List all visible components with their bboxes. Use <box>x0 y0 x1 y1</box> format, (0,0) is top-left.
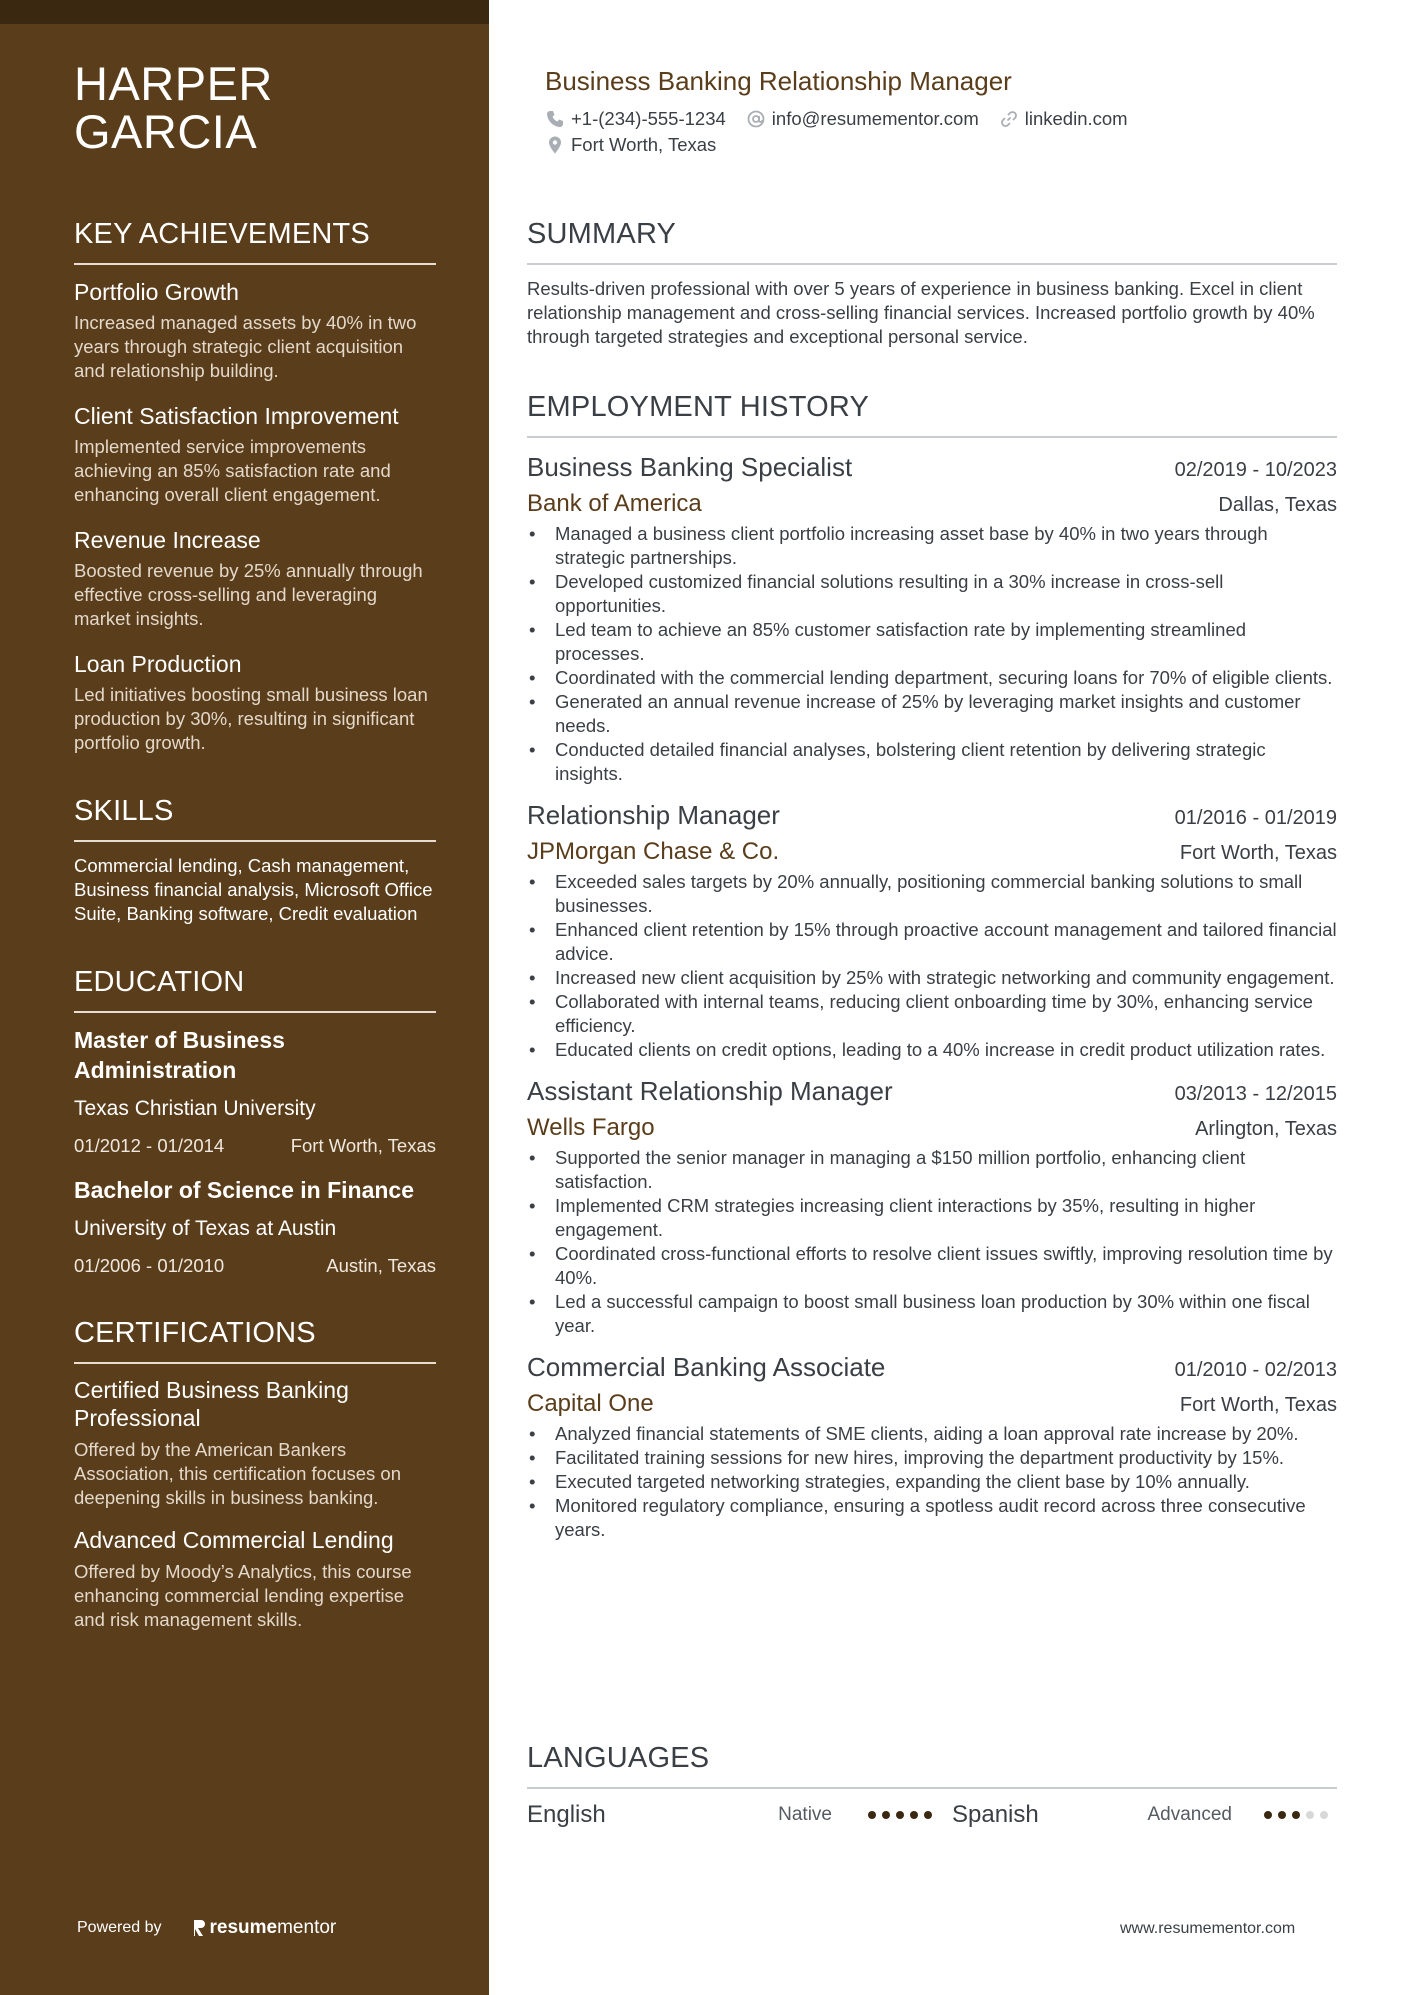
job-entry <box>527 450 1337 786</box>
languages-row <box>527 1801 1337 1829</box>
achievement-desc: Implemented service improvements achieving an 85% satisfaction rate and enhancing overall client engagement. <box>74 436 391 505</box>
location-text: Fort Worth, Texas <box>571 134 717 155</box>
job-dates: 03/2013 - 12/2015 <box>1174 1083 1337 1105</box>
education-item <box>74 1175 436 1277</box>
skills-heading: SKILLS <box>74 795 436 842</box>
sidebar-content <box>74 57 436 1648</box>
education-meta <box>74 1135 436 1157</box>
certifications-section <box>74 1317 436 1632</box>
job-bullet: • Implemented CRM strategies increasing client interactions by 35%, resulting in higher engagement. <box>527 1194 1337 1242</box>
education-item <box>74 1025 436 1157</box>
rating-dot-empty <box>1306 1811 1314 1819</box>
rating-dot-empty <box>1320 1811 1328 1819</box>
job-bullet: • Developed customized financial solutions resulting in a 30% increase in cross-sell opportunities. <box>527 570 1337 618</box>
achievements-section <box>74 218 436 755</box>
job-company-row <box>527 832 1337 868</box>
achievement-title: Revenue Increase <box>74 527 261 553</box>
rating-dot-filled <box>924 1811 932 1819</box>
job-company: Capital One <box>527 1390 654 1417</box>
job-bullets <box>527 870 1337 1062</box>
job-bullet: • Monitored regulatory compliance, ensuring a spotless audit record across three consecutive years. <box>527 1494 1337 1542</box>
resumementor-logo[interactable] <box>192 1917 337 1939</box>
language-rating <box>862 1811 932 1819</box>
job-bullet: • Increased new client acquisition by 25% with strategic networking and community engagement. <box>527 966 1337 990</box>
language-level: Advanced <box>1147 1804 1232 1825</box>
job-company-row <box>527 1384 1337 1420</box>
employment-heading: EMPLOYMENT HISTORY <box>527 391 1337 438</box>
at-icon <box>746 109 766 129</box>
education-degree: Master of Business Administration <box>74 1027 285 1083</box>
achievement-desc: Boosted revenue by 25% annually through effective cross-selling and leveraging market insights. <box>74 560 423 629</box>
logo-text-bold: resume <box>209 1917 278 1938</box>
job-company: Wells Fargo <box>527 1114 655 1141</box>
achievement-title: Loan Production <box>74 651 242 677</box>
achievement-item <box>74 401 436 507</box>
job-role-row <box>527 1074 1337 1108</box>
candidate-name <box>74 57 436 158</box>
achievement-item <box>74 525 436 631</box>
languages-heading: LANGUAGES <box>527 1742 1337 1789</box>
job-bullet: • Coordinated cross-functional efforts to resolve client issues swiftly, improving resolution time by 40%. <box>527 1242 1337 1290</box>
education-location: Austin, Texas <box>326 1255 436 1276</box>
job-title: Business Banking Relationship Manager <box>545 66 1012 96</box>
job-bullets <box>527 1422 1337 1542</box>
rating-dot-filled <box>1278 1811 1286 1819</box>
job-bullet: • Supported the senior manager in managing a $150 million portfolio, enhancing client satisfaction. <box>527 1146 1337 1194</box>
logo-text-light: mentor <box>277 1917 337 1938</box>
achievements-heading: KEY ACHIEVEMENTS <box>74 218 436 265</box>
certification-desc: Offered by Moody’s Analytics, this course enhancing commercial lending expertise and risk management skills. <box>74 1561 412 1630</box>
education-school: Texas Christian University <box>74 1097 316 1120</box>
job-bullet: • Enhanced client retention by 15% through proactive account management and tailored financial advice. <box>527 918 1337 966</box>
job-bullet: • Conducted detailed financial analyses, bolstering client retention by delivering strategic insights. <box>527 738 1337 786</box>
job-entry <box>527 1350 1337 1542</box>
job-location: Fort Worth, Texas <box>1179 842 1337 864</box>
linkedin-text: linkedin.com <box>1024 108 1128 129</box>
language-name: Spanish <box>952 1801 1039 1828</box>
job-location: Arlington, Texas <box>1195 1118 1337 1140</box>
email-text: info@resumementor.com <box>771 108 979 129</box>
job-company: JPMorgan Chase & Co. <box>527 838 780 865</box>
education-meta <box>74 1255 436 1277</box>
languages-section <box>527 1742 1337 1829</box>
name-first: HARPER <box>74 57 273 110</box>
rating-dot-filled <box>896 1811 904 1819</box>
job-bullet: • Led team to achieve an 85% customer satisfaction rate by implementing streamlined processes. <box>527 618 1337 666</box>
job-bullets <box>527 1146 1337 1338</box>
education-section <box>74 966 436 1277</box>
job-company-row <box>527 1108 1337 1144</box>
job-role-row <box>527 450 1337 484</box>
resume-header <box>545 64 1335 156</box>
job-bullet: • Managed a business client portfolio increasing asset base by 40% in two years through strategic partnerships. <box>527 522 1337 570</box>
location-pin-icon <box>545 135 565 155</box>
link-icon <box>999 109 1019 129</box>
powered-by <box>77 1917 336 1939</box>
rating-dot-filled <box>1292 1811 1300 1819</box>
rating-dot-filled <box>1264 1811 1272 1819</box>
certification-item <box>74 1526 436 1632</box>
language-name: English <box>527 1801 606 1828</box>
job-bullet: • Collaborated with internal teams, reducing client onboarding time by 30%, enhancing service efficiency. <box>527 990 1337 1038</box>
contact-row <box>545 108 1335 130</box>
education-dates: 01/2012 - 01/2014 <box>74 1135 225 1156</box>
achievement-title: Portfolio Growth <box>74 279 239 305</box>
job-location: Fort Worth, Texas <box>1179 1394 1337 1416</box>
achievement-item <box>74 649 436 755</box>
certifications-heading: CERTIFICATIONS <box>74 1317 436 1364</box>
phone-icon <box>545 109 565 129</box>
resumementor-logo-icon <box>192 1918 206 1938</box>
achievement-item <box>74 277 436 383</box>
job-location: Dallas, Texas <box>1218 494 1337 516</box>
language-item <box>952 1801 1337 1829</box>
job-bullet: • Educated clients on credit options, leading to a 40% increase in credit product utilization rates. <box>527 1038 1337 1062</box>
job-role-row <box>527 1350 1337 1384</box>
summary-heading: SUMMARY <box>527 218 1337 265</box>
contact-phone[interactable] <box>545 108 726 130</box>
sidebar-top-band <box>0 0 489 24</box>
job-company-row <box>527 484 1337 520</box>
education-heading: EDUCATION <box>74 966 436 1013</box>
education-degree: Bachelor of Science in Finance <box>74 1177 414 1203</box>
phone-text: +1-(234)-555-1234 <box>571 108 726 129</box>
name-last: GARCIA <box>74 105 258 158</box>
footer-url[interactable]: www.resumementor.com <box>1120 1920 1296 1937</box>
job-bullet: • Exceeded sales targets by 20% annually, positioning commercial banking solutions to small businesses. <box>527 870 1337 918</box>
job-entry <box>527 798 1337 1062</box>
job-bullet: • Coordinated with the commercial lending department, securing loans for 70% of eligible clients. <box>527 666 1337 690</box>
language-level: Native <box>778 1804 832 1825</box>
contact-linkedin[interactable] <box>999 108 1128 130</box>
powered-by-label: Powered by <box>77 1919 162 1936</box>
achievement-title: Client Satisfaction Improvement <box>74 403 399 429</box>
job-bullets <box>527 522 1337 786</box>
job-bullet: • Led a successful campaign to boost small business loan production by 30% within one fiscal year. <box>527 1290 1337 1338</box>
contact-email[interactable] <box>746 108 979 130</box>
education-school: University of Texas at Austin <box>74 1217 337 1240</box>
rating-dot-filled <box>882 1811 890 1819</box>
job-company: Bank of America <box>527 490 702 517</box>
employment-section <box>527 391 1337 1554</box>
skills-section <box>74 795 436 926</box>
job-dates: 01/2010 - 02/2013 <box>1174 1359 1337 1381</box>
skills-text: Commercial lending, Cash management, Business financial analysis, Microsoft Office Suite, Banking software, Credit evaluation <box>74 855 433 924</box>
job-role: Business Banking Specialist <box>527 452 853 482</box>
language-item <box>527 1801 932 1829</box>
certification-title: Certified Business Banking Professional <box>74 1377 349 1431</box>
job-role: Commercial Banking Associate <box>527 1352 886 1382</box>
job-role: Assistant Relationship Manager <box>527 1076 893 1106</box>
certification-title: Advanced Commercial Lending <box>74 1527 394 1553</box>
job-dates: 02/2019 - 10/2023 <box>1174 459 1337 481</box>
rating-dot-filled <box>910 1811 918 1819</box>
job-bullet: • Facilitated training sessions for new hires, improving the department productivity by 15%. <box>527 1446 1337 1470</box>
job-role-row <box>527 798 1337 832</box>
contact-row-location <box>545 134 1335 156</box>
job-role: Relationship Manager <box>527 800 780 830</box>
certification-item <box>74 1376 436 1510</box>
contact-location <box>545 134 716 156</box>
summary-text: Results-driven professional with over 5 years of experience in business banking. Excel in client relationship management and cross-selling financial services. Increased portfolio growth by 40% through targeted strategies and exceptional personal service. <box>527 278 1315 347</box>
achievement-desc: Led initiatives boosting small business loan production by 30%, resulting in significant portfolio growth. <box>74 684 428 753</box>
job-bullet: • Executed targeted networking strategies, expanding the client base by 10% annually. <box>527 1470 1337 1494</box>
language-rating <box>1258 1811 1328 1819</box>
job-entry <box>527 1074 1337 1338</box>
education-location: Fort Worth, Texas <box>290 1135 436 1156</box>
job-dates: 01/2016 - 01/2019 <box>1174 807 1337 829</box>
education-dates: 01/2006 - 01/2010 <box>74 1255 225 1276</box>
certification-desc: Offered by the American Bankers Association, this certification focuses on deepening skills in business banking. <box>74 1439 401 1508</box>
summary-section <box>527 218 1337 349</box>
job-bullet: • Generated an annual revenue increase of 25% by leveraging market insights and customer needs. <box>527 690 1337 738</box>
rating-dot-filled <box>868 1811 876 1819</box>
sidebar <box>0 0 489 1995</box>
job-bullet: • Analyzed financial statements of SME clients, aiding a loan approval rate increase by 20%. <box>527 1422 1337 1446</box>
achievement-desc: Increased managed assets by 40% in two years through strategic client acquisition and relationship building. <box>74 312 417 381</box>
